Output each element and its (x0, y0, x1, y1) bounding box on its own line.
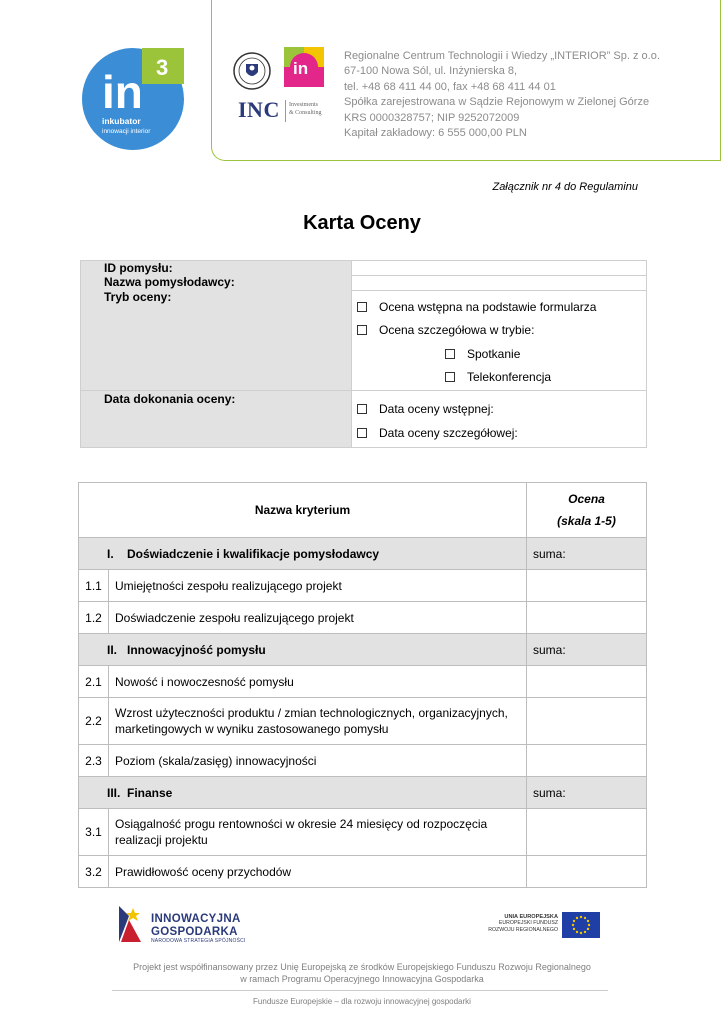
table-row (79, 602, 647, 634)
header-criterion-name: Nazwa kryterium (79, 483, 527, 538)
score-cell[interactable] (527, 856, 647, 888)
table-row (79, 698, 647, 745)
applicant-name-label: Nazwa pomysłodawcy: (104, 275, 235, 289)
eu-text: UNIA EUROPEJSKA EUROPEJSKI FUNDUSZ ROZWOJU REGIONALNEGO (488, 914, 558, 933)
score-cell[interactable] (527, 698, 647, 745)
row-criterion: Wzrost użyteczności produktu / zmian technologicznych, organizacyjnych, marketingowych w wyniku zastosowanego pomysłu (109, 698, 527, 745)
logo-main-text: in (102, 66, 143, 118)
annex-note: Załącznik nr 4 do Regulaminu (492, 181, 638, 193)
row-criterion: Umiejętności zespołu realizującego projekt (109, 570, 527, 602)
checkbox-icon[interactable] (357, 428, 367, 438)
checkbox-icon[interactable] (357, 404, 367, 414)
checkbox-icon[interactable] (445, 372, 455, 382)
score-cell[interactable] (527, 809, 647, 856)
form-row-line (351, 290, 646, 291)
option-teleconference[interactable]: Telekonferencja (445, 370, 551, 384)
inc-logo-text: INC (238, 97, 280, 122)
row-criterion: Doświadczenie zespołu realizującego projekt (109, 602, 527, 634)
eu-flag-icon (562, 912, 600, 938)
row-criterion: Poziom (skala/zasięg) innowacyjności (109, 745, 527, 777)
row-number: 2.2 (79, 698, 109, 745)
company-line: Spółka zarejestrowana w Sądzie Rejonowym w Zielonej Górze (344, 96, 650, 109)
row-number: 2.1 (79, 666, 109, 698)
option-initial-date[interactable]: Data oceny wstępnej: (357, 402, 494, 416)
row-number: 2.3 (79, 745, 109, 777)
funding-note: Projekt jest współfinansowany przez Unię Europejską ze środków Europejskiego Funduszu Rozwoju Regionalnego w ramach Programu Operacyjnego Innowacyjna Gospodarka (133, 962, 591, 984)
row-number: 3.1 (79, 809, 109, 856)
form-row-line (351, 275, 646, 276)
footer-divider (112, 990, 608, 991)
evaluation-date-label: Data dokonania oceny: (104, 392, 236, 406)
score-cell[interactable] (527, 570, 647, 602)
section-row (79, 777, 647, 809)
row-number: 1.2 (79, 602, 109, 634)
innovative-economy-subtitle: NARODOWA STRATEGIA SPÓJNOŚCI (151, 938, 246, 944)
inc-separator (285, 100, 286, 122)
evaluation-mode-label: Tryb oceny: (104, 290, 172, 304)
option-meeting[interactable]: Spotkanie (445, 347, 520, 361)
row-number: 1.1 (79, 570, 109, 602)
logo-line1: inkubator (102, 116, 141, 126)
footer-slogan: Fundusze Europejskie – dla rozwoju innowacyjnej gospodarki (253, 997, 471, 1006)
company-line: tel. +48 68 411 44 00, fax +48 68 411 44 01 (344, 80, 556, 93)
form-divider (351, 261, 352, 447)
company-line: Regionalne Centrum Technologii i Wiedzy „INTERIOR” Sp. z o.o. (344, 50, 660, 62)
section-sum[interactable]: suma: (527, 634, 647, 666)
section-title: III. Finanse (79, 777, 527, 809)
header-score: Ocena (skala 1-5) (527, 483, 647, 538)
table-row (79, 745, 647, 777)
idea-id-label: ID pomysłu: (104, 261, 173, 275)
inc-in-logo-icon (284, 47, 324, 87)
criteria-table (78, 482, 647, 888)
row-criterion: Nowość i nowoczesność pomysłu (109, 666, 527, 698)
evaluation-form-table (80, 260, 647, 448)
company-address-block (344, 49, 660, 141)
checkbox-icon[interactable] (445, 349, 455, 359)
row-criterion: Osiągalność progu rentowności w okresie 24 miesięcy od rozpoczęcia realizacji projektu (109, 809, 527, 856)
score-cell[interactable] (527, 602, 647, 634)
table-row (79, 809, 647, 856)
inc-square-text: in (293, 59, 309, 78)
inc-subtitle: Investments & Consulting (289, 102, 322, 116)
company-line: 67-100 Nowa Sól, ul. Inżynierska 8, (344, 65, 518, 78)
option-detailed-date[interactable]: Data oceny szczegółowej: (357, 426, 518, 440)
row-number: 3.2 (79, 856, 109, 888)
table-header-row (79, 483, 647, 538)
option-detailed-evaluation[interactable]: Ocena szczegółowa w trybie: (357, 323, 534, 337)
table-row (79, 570, 647, 602)
company-line: KRS 0000328757; NIP 9252072009 (344, 111, 520, 124)
page-title: Karta Oceny (303, 212, 421, 234)
section-sum[interactable]: suma: (527, 777, 647, 809)
score-cell[interactable] (527, 745, 647, 777)
table-row (79, 666, 647, 698)
form-row-line (81, 390, 646, 391)
section-row (79, 634, 647, 666)
innovative-economy-title: INNOWACYJNA GOSPODARKA (151, 913, 241, 938)
row-criterion: Prawidłowość oceny przychodów (109, 856, 527, 888)
logo-superscript: 3 (156, 55, 169, 80)
checkbox-icon[interactable] (357, 302, 367, 312)
university-seal-icon (233, 52, 271, 90)
section-sum[interactable]: suma: (527, 538, 647, 570)
table-row (79, 856, 647, 888)
logo-line2: innowacji interior (102, 128, 151, 135)
section-title: II. Innowacyjność pomysłu (79, 634, 527, 666)
incubator-logo (82, 48, 184, 150)
section-title: I. Doświadczenie i kwalifikacje pomysłodawcy (79, 538, 527, 570)
option-initial-evaluation[interactable]: Ocena wstępna na podstawie formularza (357, 300, 596, 314)
innovative-economy-logo-icon (115, 902, 145, 944)
checkbox-icon[interactable] (357, 325, 367, 335)
company-line: Kapitał zakładowy: 6 555 000,00 PLN (344, 127, 527, 140)
section-row (79, 538, 647, 570)
score-cell[interactable] (527, 666, 647, 698)
